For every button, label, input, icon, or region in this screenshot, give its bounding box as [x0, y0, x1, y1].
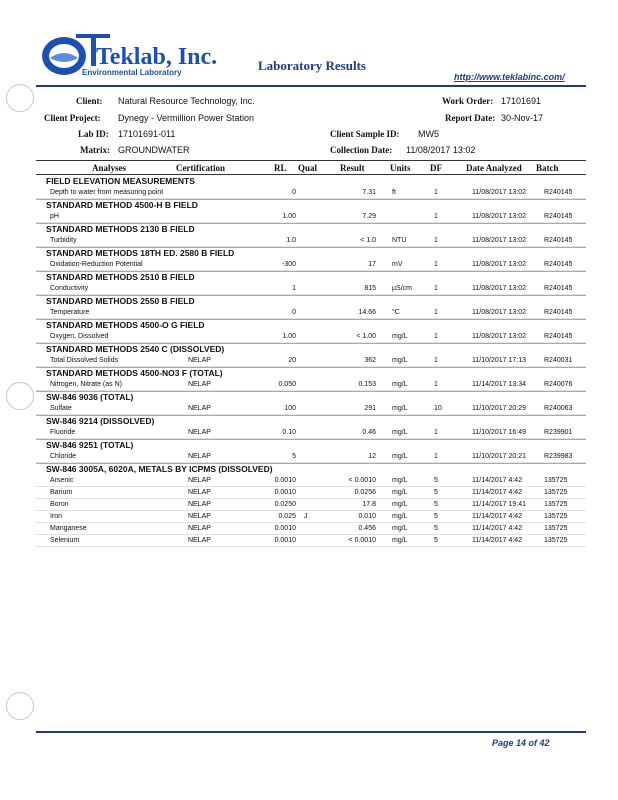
report-date-label: Report Date:: [445, 113, 496, 123]
table-row: [36, 403, 586, 415]
col-df: DF: [430, 163, 442, 173]
analysis-cell: Temperature: [50, 309, 90, 316]
col-batch: Batch: [536, 163, 559, 173]
rl-cell: 20: [288, 357, 296, 364]
work-order-value: 17101691: [501, 96, 542, 106]
section-title: STANDARD METHODS 4500-O G FIELD: [36, 319, 586, 331]
date-analyzed-cell: 11/10/2017 16:49: [472, 429, 526, 436]
date-analyzed-cell: 11/08/2017 13:02: [472, 261, 526, 268]
collection-date-label: Collection Date:: [330, 145, 393, 155]
rl-cell: 0.050: [278, 381, 296, 388]
units-cell: mg/L: [392, 477, 408, 484]
batch-cell: R240031: [544, 357, 573, 364]
project-label: Client Project:: [44, 113, 101, 123]
units-cell: µS/cm: [392, 285, 412, 292]
result-cell: 0.153: [358, 381, 376, 388]
table-row: [36, 235, 586, 247]
df-cell: 1: [434, 453, 438, 460]
certification-cell: NELAP: [188, 513, 211, 520]
rl-cell: -300: [281, 261, 296, 268]
result-cell: 17: [368, 261, 376, 268]
date-analyzed-cell: 11/08/2017 13:02: [472, 213, 526, 220]
batch-cell: 135725: [544, 489, 568, 496]
analysis-cell: Barium: [50, 489, 73, 496]
df-cell: 5: [434, 489, 438, 496]
certification-cell: NELAP: [188, 501, 211, 508]
col-result: Result: [340, 163, 365, 173]
lab-id-label: Lab ID:: [78, 129, 109, 139]
batch-cell: 135725: [544, 525, 568, 532]
report-date-value: 30-Nov-17: [501, 113, 544, 123]
batch-cell: 135725: [544, 501, 568, 508]
page-number: Page 14 of 42: [492, 738, 550, 748]
date-analyzed-cell: 11/14/2017 4:42: [472, 525, 523, 532]
analysis-cell: Conductivity: [50, 285, 89, 292]
analysis-cell: Arsenic: [50, 477, 74, 484]
section-title: STANDARD METHODS 2130 B FIELD: [36, 223, 586, 235]
results-table-body: [36, 176, 586, 547]
work-order-label: Work Order:: [442, 96, 494, 106]
table-row: [36, 535, 586, 547]
df-cell: 1: [434, 189, 438, 196]
analysis-cell: Boron: [50, 501, 69, 508]
analysis-cell: Oxidation-Reduction Potential: [50, 261, 143, 268]
result-cell: < 1.00: [356, 333, 376, 340]
batch-cell: 135725: [544, 537, 568, 544]
units-cell: mg/L: [392, 453, 408, 460]
units-cell: NTU: [392, 237, 407, 244]
df-cell: 1: [434, 333, 438, 340]
table-row: [36, 475, 586, 487]
analysis-cell: Chloride: [50, 453, 77, 460]
analysis-cell: Sulfate: [50, 405, 72, 412]
table-row: [36, 427, 586, 439]
date-analyzed-cell: 11/14/2017 19:41: [472, 501, 526, 508]
client-value: Natural Resource Technology, Inc.: [118, 96, 255, 106]
table-row: [36, 211, 586, 223]
df-cell: 10: [434, 405, 442, 412]
certification-cell: NELAP: [188, 453, 211, 460]
table-row: [36, 331, 586, 343]
analysis-cell: Depth to water from measuring point: [50, 189, 164, 196]
rl-cell: 100: [284, 405, 296, 412]
df-cell: 1: [434, 285, 438, 292]
batch-cell: R240145: [544, 189, 573, 196]
units-cell: mg/L: [392, 357, 408, 364]
rl-cell: 5: [292, 453, 296, 460]
result-cell: 14.66: [358, 309, 376, 316]
table-row: [36, 451, 586, 463]
table-row: [36, 283, 586, 295]
df-cell: 1: [434, 381, 438, 388]
units-cell: ft: [392, 189, 396, 196]
page-title: Laboratory Results: [258, 58, 366, 73]
date-analyzed-cell: 11/14/2017 4:42: [472, 477, 523, 484]
batch-cell: R240145: [544, 333, 573, 340]
date-analyzed-cell: 11/10/2017 17:13: [472, 357, 526, 364]
date-analyzed-cell: 11/08/2017 13:02: [472, 309, 526, 316]
table-row: [36, 487, 586, 499]
teklab-logo: [36, 30, 218, 78]
binder-hole: [6, 84, 34, 112]
batch-cell: R240145: [544, 213, 573, 220]
certification-cell: NELAP: [188, 405, 211, 412]
result-cell: < 0.0010: [348, 537, 376, 544]
units-cell: °C: [392, 309, 400, 316]
batch-cell: R240145: [544, 237, 573, 244]
units-cell: mg/L: [392, 489, 408, 496]
analysis-cell: Selenium: [50, 537, 80, 544]
col-units: Units: [390, 163, 411, 173]
qual-cell: J: [304, 513, 308, 520]
matrix-label: Matrix:: [80, 145, 110, 155]
col-certification: Certification: [176, 163, 225, 173]
result-cell: 17.8: [362, 501, 376, 508]
date-analyzed-cell: 11/08/2017 13:02: [472, 189, 526, 196]
analysis-cell: Total Dissolved Solids: [50, 357, 119, 364]
rl-cell: 0.0010: [274, 489, 296, 496]
certification-cell: NELAP: [188, 537, 211, 544]
units-cell: mg/L: [392, 501, 408, 508]
logo-subtext: Environmental Laboratory: [82, 68, 182, 77]
col-rl: RL: [274, 163, 287, 173]
collection-date-value: 11/08/2017 13:02: [406, 145, 476, 155]
result-cell: 0.0256: [354, 489, 376, 496]
result-cell: < 1.0: [360, 237, 376, 244]
analysis-cell: pH: [50, 213, 59, 220]
date-analyzed-cell: 11/10/2017 20:21: [472, 453, 526, 460]
client-label: Client:: [76, 96, 103, 106]
date-analyzed-cell: 11/14/2017 13:34: [472, 381, 526, 388]
table-row: [36, 499, 586, 511]
date-analyzed-cell: 11/14/2017 4:42: [472, 489, 523, 496]
analysis-cell: Fluoride: [50, 429, 76, 436]
table-row: [36, 511, 586, 523]
section-title: FIELD ELEVATION MEASUREMENTS: [46, 176, 195, 186]
analysis-cell: Nitrogen, Nitrate (as N): [50, 381, 122, 388]
table-row: [36, 523, 586, 535]
result-cell: 291: [364, 405, 376, 412]
logo-text: Teklab, Inc.: [96, 44, 218, 70]
analysis-cell: Oxygen, Dissolved: [50, 333, 109, 340]
matrix-value: GROUNDWATER: [118, 145, 190, 155]
analysis-cell: Iron: [50, 513, 63, 520]
df-cell: 1: [434, 261, 438, 268]
certification-cell: NELAP: [188, 525, 211, 532]
result-cell: < 0.0010: [348, 477, 376, 484]
units-cell: mg/L: [392, 525, 408, 532]
section-title: SW-846 3005A, 6020A, METALS BY ICPMS (DISSOLVED): [36, 463, 586, 475]
result-cell: 815: [364, 285, 376, 292]
binder-hole: [6, 382, 34, 410]
lab-id-value: 17101691-011: [118, 129, 176, 139]
date-analyzed-cell: 11/14/2017 4:42: [472, 537, 523, 544]
df-cell: 1: [434, 213, 438, 220]
df-cell: 1: [434, 429, 438, 436]
df-cell: 1: [434, 237, 438, 244]
sample-id-value: MW5: [418, 129, 439, 139]
section-title: STANDARD METHODS 4500-NO3 F (TOTAL): [36, 367, 586, 379]
batch-cell: R240145: [544, 285, 573, 292]
units-cell: mg/L: [392, 333, 408, 340]
rl-cell: 1.00: [282, 333, 296, 340]
rl-cell: 1.00: [282, 213, 296, 220]
col-date-analyzed: Date Analyzed: [466, 163, 522, 173]
result-cell: 362: [364, 357, 376, 364]
binder-hole: [6, 692, 34, 720]
rl-cell: 0.0010: [274, 477, 296, 484]
section-title: SW-846 9214 (DISSOLVED): [36, 415, 586, 427]
result-cell: 0.456: [358, 525, 376, 532]
rl-cell: 0.10: [282, 429, 296, 436]
batch-cell: R240076: [544, 381, 573, 388]
batch-cell: R239901: [544, 429, 573, 436]
section-title: STANDARD METHODS 2510 B FIELD: [36, 271, 586, 283]
df-cell: 5: [434, 501, 438, 508]
table-row: [36, 307, 586, 319]
certification-cell: NELAP: [188, 429, 211, 436]
section-title: SW-846 9251 (TOTAL): [36, 439, 586, 451]
section-title: STANDARD METHODS 2550 B FIELD: [36, 295, 586, 307]
section-title: STANDARD METHODS 2540 C (DISSOLVED): [36, 343, 586, 355]
batch-cell: R240063: [544, 405, 573, 412]
section-title: SW-846 9036 (TOTAL): [36, 391, 586, 403]
batch-cell: 135725: [544, 513, 568, 520]
df-cell: 5: [434, 513, 438, 520]
date-analyzed-cell: 11/08/2017 13:02: [472, 237, 526, 244]
batch-cell: R239983: [544, 453, 573, 460]
df-cell: 1: [434, 309, 438, 316]
analysis-cell: Turbidity: [50, 237, 77, 244]
col-qual: Qual: [298, 163, 318, 173]
date-analyzed-cell: 11/14/2017 4:42: [472, 513, 523, 520]
df-cell: 1: [434, 357, 438, 364]
rl-cell: 0: [292, 189, 296, 196]
rl-cell: 1.0: [286, 237, 296, 244]
rl-cell: 0.025: [278, 513, 296, 520]
col-analyses: Analyses: [92, 163, 127, 173]
batch-cell: 135725: [544, 477, 568, 484]
rl-cell: 0.0250: [274, 501, 296, 508]
rl-cell: 0.0010: [274, 525, 296, 532]
table-row: [36, 379, 586, 391]
rl-cell: 1: [292, 285, 296, 292]
header-divider: [36, 85, 586, 87]
batch-cell: R240145: [544, 261, 573, 268]
table-row: [36, 355, 586, 367]
date-analyzed-cell: 11/10/2017 20:29: [472, 405, 526, 412]
certification-cell: NELAP: [188, 477, 211, 484]
table-row: [36, 187, 586, 199]
result-cell: 7.31: [362, 189, 376, 196]
result-cell: 7.29: [362, 213, 376, 220]
units-cell: mV: [392, 261, 403, 268]
df-cell: 5: [434, 537, 438, 544]
certification-cell: NELAP: [188, 357, 211, 364]
table-row: [36, 259, 586, 271]
df-cell: 5: [434, 525, 438, 532]
section-title: STANDARD METHODS 18TH ED. 2580 B FIELD: [36, 247, 586, 259]
section-title: STANDARD METHOD 4500-H B FIELD: [36, 199, 586, 211]
results-table-header: [36, 160, 586, 175]
result-cell: 0.46: [362, 429, 376, 436]
certification-cell: NELAP: [188, 381, 211, 388]
result-cell: 0.010: [358, 513, 376, 520]
website-link[interactable]: http://www.teklabinc.com/: [454, 72, 565, 82]
units-cell: mg/L: [392, 537, 408, 544]
rl-cell: 0: [292, 309, 296, 316]
date-analyzed-cell: 11/08/2017 13:02: [472, 285, 526, 292]
analysis-cell: Manganese: [50, 525, 87, 532]
rl-cell: 0.0010: [274, 537, 296, 544]
units-cell: mg/L: [392, 381, 408, 388]
project-value: Dynegy - Vermillion Power Station: [118, 113, 255, 123]
certification-cell: NELAP: [188, 489, 211, 496]
df-cell: 5: [434, 477, 438, 484]
result-cell: 12: [368, 453, 376, 460]
batch-cell: R240145: [544, 309, 573, 316]
units-cell: mg/L: [392, 513, 408, 520]
sample-id-label: Client Sample ID:: [330, 129, 400, 139]
units-cell: mg/L: [392, 429, 408, 436]
units-cell: mg/L: [392, 405, 408, 412]
date-analyzed-cell: 11/08/2017 13:02: [472, 333, 526, 340]
footer-divider: [36, 731, 586, 733]
